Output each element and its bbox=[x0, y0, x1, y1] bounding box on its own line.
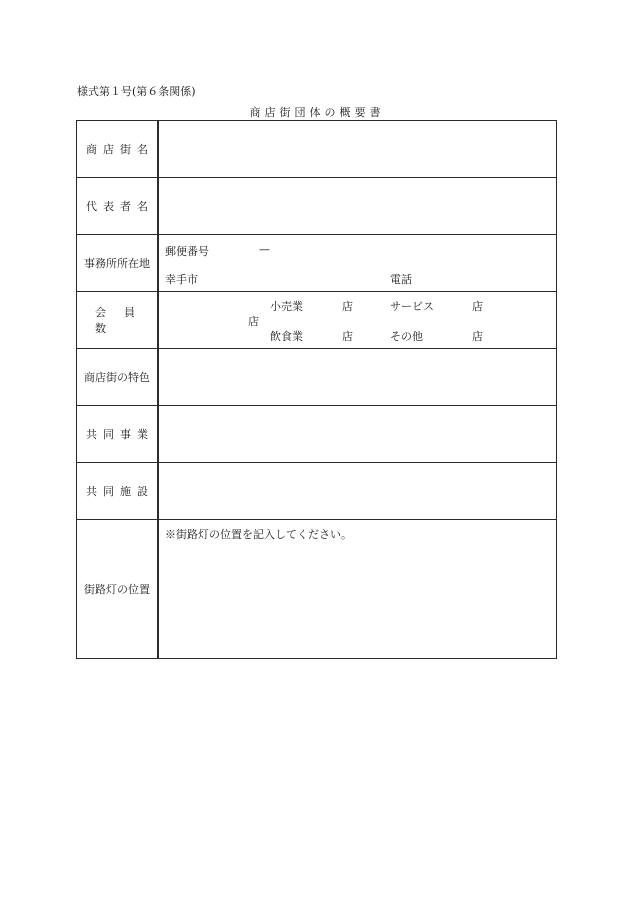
label-office-address: 事務所所在地 bbox=[77, 235, 159, 291]
service-unit: 店 bbox=[472, 300, 483, 313]
streetlights-hint: ※街路灯の位置を記入してください。 bbox=[165, 528, 352, 541]
row-representative bbox=[77, 178, 556, 235]
row-joint-facilities bbox=[77, 463, 556, 520]
food-label: 飲食業 bbox=[270, 330, 303, 343]
postal-code-label: 郵便番号 bbox=[165, 245, 209, 258]
field-joint-business[interactable] bbox=[159, 406, 556, 462]
other-unit: 店 bbox=[472, 330, 483, 343]
field-shotengai-name[interactable] bbox=[159, 121, 556, 177]
other-label: その他 bbox=[390, 330, 423, 343]
field-streetlights[interactable] bbox=[159, 520, 556, 658]
label-joint-facilities: 共同施設 bbox=[77, 463, 159, 519]
retail-unit: 店 bbox=[342, 300, 353, 313]
row-members bbox=[77, 292, 556, 349]
phone-label: 電話 bbox=[390, 273, 412, 286]
document-title: 商店街団体の概要書 bbox=[249, 106, 385, 119]
postal-code-dash: — bbox=[259, 243, 270, 256]
field-features[interactable] bbox=[159, 349, 556, 405]
field-joint-facilities[interactable] bbox=[159, 463, 556, 519]
form-number: 様式第１号(第６条関係) bbox=[77, 85, 196, 98]
field-members[interactable] bbox=[159, 292, 556, 348]
row-joint-business bbox=[77, 406, 556, 463]
form-table bbox=[76, 120, 557, 659]
row-shotengai-name bbox=[77, 121, 556, 178]
food-unit: 店 bbox=[342, 330, 353, 343]
city-name: 幸手市 bbox=[165, 273, 198, 286]
label-joint-business: 共同事業 bbox=[77, 406, 159, 462]
label-features: 商店街の特色 bbox=[77, 349, 159, 405]
label-representative: 代表者名 bbox=[77, 178, 159, 234]
row-office-address bbox=[77, 235, 556, 292]
members-total-unit: 店 bbox=[248, 315, 259, 328]
label-members: 会員数 bbox=[77, 292, 159, 348]
service-label: サービス bbox=[390, 300, 434, 313]
label-streetlights: 街路灯の位置 bbox=[77, 520, 159, 658]
label-shotengai-name: 商店街名 bbox=[77, 121, 159, 177]
row-streetlights bbox=[77, 520, 556, 658]
field-office-address[interactable] bbox=[159, 235, 556, 291]
row-features bbox=[77, 349, 556, 406]
field-representative[interactable] bbox=[159, 178, 556, 234]
retail-label: 小売業 bbox=[270, 300, 303, 313]
